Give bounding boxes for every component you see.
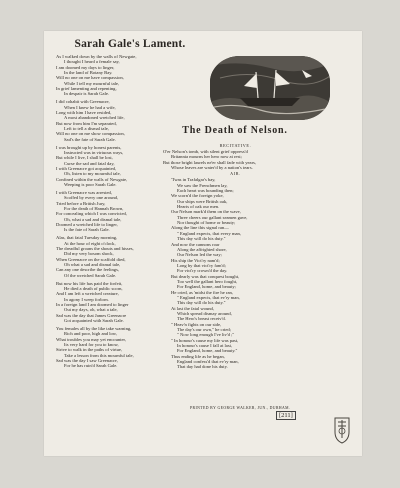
verse-line: Is the fate of Sarah Gale. xyxy=(64,227,110,233)
verse-line: Scoffed by every one around, xyxy=(64,195,119,201)
air-line: Too well the gallant hero fought, xyxy=(177,278,238,284)
verse-line: Oh what a sad and dismal tale, xyxy=(64,262,121,268)
air-line: Which spread dismay around, xyxy=(177,310,232,316)
air-line: For England, home, and beauty." xyxy=(177,348,238,354)
verse-line: In the land of Botany Bay. xyxy=(64,70,113,76)
library-crest-seal xyxy=(333,416,351,444)
air-label: AIR. xyxy=(230,171,241,177)
air-line: England confess'd that ev'ry man, xyxy=(177,359,239,365)
verse-line: I thought I heard a female say, xyxy=(64,59,120,65)
verse-line: Confined within the walls of Newgate, xyxy=(56,176,128,182)
verse-line: Can any one describe the feelings, xyxy=(56,267,120,273)
air-line: Along the affrighted shore, xyxy=(177,246,227,252)
verse-line: Sad's the fate of Sarah Gale. xyxy=(64,136,116,142)
verse-line: A most abandoned wretched life, xyxy=(64,115,125,121)
verse-line: Curse the sad and fatal day, xyxy=(64,160,115,166)
verse-line: Left to tell a dismal tale, xyxy=(64,126,109,132)
ship-in-storm-engraving xyxy=(210,56,330,120)
air-line: We saw the Frenchmen lay, xyxy=(177,182,228,188)
sheet-number: [211] xyxy=(276,411,296,420)
printer-credit: PRINTED BY GEORGE WALKER, JUN., DURHAM. xyxy=(190,406,291,410)
recitative-line: But those bright laurels ne'er shall fade with years, xyxy=(163,159,257,165)
air-line: For vict'ry crown'd the day. xyxy=(177,268,228,274)
air-line: Each heart was bounding then; xyxy=(177,188,234,194)
verse-line: For the death of Hannah Brown, xyxy=(64,206,124,212)
verse-line: Long with him I have resided, xyxy=(56,110,112,116)
air-line: Our Nelson mark'd them on the wave, xyxy=(171,209,241,215)
verse-line: As I walked down by the walls of Newgate, xyxy=(56,54,137,59)
air-line: Along the line this signal ran— xyxy=(171,225,229,231)
verse-line: Sad was the day I saw Greenacre, xyxy=(56,358,118,364)
air-line: Our Nelson led the way; xyxy=(177,252,222,258)
verse-line: Oh, what a sad and dismal tale, xyxy=(64,216,122,222)
verse-line: Did my very bosom shock, xyxy=(64,251,114,257)
verse-line: For he has ruin'd Sarah Gale. xyxy=(64,363,118,369)
air-line: " England expects, that ev'ry man, xyxy=(177,294,240,300)
verse-line: He died a death of public scorn, xyxy=(64,286,123,292)
air-line: That day had done his duty. xyxy=(177,364,228,370)
verse-line: Tried before a British Jury, xyxy=(56,200,106,206)
verse-line: Sad was the day that James Greenacre xyxy=(56,312,127,318)
air-line: The day's our own," he cried; xyxy=(177,327,231,332)
verse-line: You females all by the like take warning, xyxy=(56,326,132,332)
verse-line: In agony I weep forlorn. xyxy=(64,296,109,302)
verse-line: Of the wretched Sarah Gale. xyxy=(64,272,117,278)
air-line: Thus ending life as he began, xyxy=(171,353,225,359)
verse-line: Rich and poor, high and low, xyxy=(64,331,117,337)
recitative-line: Whose leaves are water'd by a nation's tears. xyxy=(171,165,253,171)
verse-line: I with Greenacre got acquainted, xyxy=(56,166,117,172)
air-line: " Heav'n fights on our side, xyxy=(171,321,222,327)
air-line: This day will do his duty." xyxy=(177,236,226,242)
air-line: Nor thought of home or beauty; xyxy=(177,220,236,226)
air-line: In honour's cause I fall at last, xyxy=(177,343,233,349)
air-line: His ship the Vict'ry nam'd; xyxy=(171,257,220,263)
left-song-title: Sarah Gale's Lament. xyxy=(74,38,186,50)
air-line: Our ships were British oak, xyxy=(177,198,228,204)
air-line: 'Twas in Trafalgar's bay, xyxy=(171,177,216,183)
verse-line: I was brought up by honest parents, xyxy=(56,144,122,150)
verse-line: Alas, that fatal Tuesday morning, xyxy=(56,235,118,241)
recitative-label: RECITATIVE. xyxy=(219,143,252,148)
verse-line: In despair is Sarah Gale. xyxy=(64,91,110,97)
air-line: Hearts of oak our men. xyxy=(177,204,220,210)
verse-line: But while I live, I shall be lost, xyxy=(56,155,113,161)
air-line: This day will do his duty." xyxy=(177,300,226,306)
verse-line: Oh, listen to my mournful tale, xyxy=(64,171,121,177)
verse-line: Instructed was in virtuous ways, xyxy=(64,150,124,156)
verse-line: The dreadful groans the shouts and hisses, xyxy=(56,246,134,252)
air-line: We scorn'd the foreign yoke, xyxy=(171,193,224,199)
air-line: And now the cannons roar xyxy=(171,241,220,247)
recitative-line: Britannia mourns her hero now at rest; xyxy=(171,154,242,160)
verse-line: Take a lesson from this mournful tale, xyxy=(64,352,134,358)
air-line: Long by that vict'ry fam'd; xyxy=(177,262,226,268)
verse-line: When Greenacre on the scaffold died, xyxy=(56,256,126,262)
air-line: But dearly was that conquest bought, xyxy=(171,273,240,279)
verse-line: But now from him I'm separated, xyxy=(56,120,117,126)
air-line: " Now long enough I've liv'd ;" xyxy=(177,332,235,338)
stanza xyxy=(56,54,204,97)
verse-line: At the hour of eight o'clock, xyxy=(64,240,116,246)
verse-line: Will no one on me have compassion, xyxy=(56,75,124,81)
verse-line: Will no one on me show compassion, xyxy=(56,131,125,137)
verse-line: Its very hard for you to know, xyxy=(64,342,119,348)
verse-line: I did cohabit with Greenacre, xyxy=(56,99,110,105)
air-line: Three cheers our gallant seamen gave, xyxy=(177,214,248,220)
recitative-lines xyxy=(163,149,308,170)
verse-line: And I am left a wretched creature, xyxy=(56,291,119,297)
verse-line: I am doomed my days to linger, xyxy=(56,64,115,70)
verse-line: I with Greenacre was arrested, xyxy=(56,190,112,196)
air-line: He cried, as 'midst the fire he ran, xyxy=(171,289,233,295)
verse-line: For concealing which I was convicted, xyxy=(56,211,127,217)
air-line: " England expects, that every man, xyxy=(177,230,241,236)
verse-line: In grief lamenting and repenting, xyxy=(56,86,117,92)
verse-line: Out my days, oh, what a tale, xyxy=(64,307,118,313)
verse-line: Got acquainted with Sarah Gale. xyxy=(64,318,124,324)
verse-line: Strive to walk in the paths of virtue, xyxy=(56,347,123,353)
recitative-line: O'er Nelson's tomb, with silent grief oppress'd xyxy=(163,149,248,154)
verse-line: In a foreign land I am doomed to linger xyxy=(56,302,129,308)
right-column xyxy=(163,142,308,370)
verse-line: While I tell my mournful tale, xyxy=(64,80,120,86)
air-lines xyxy=(163,177,308,369)
verse-line: What troubles you may yet encounter, xyxy=(56,336,126,342)
verse-line: Doomed a wretched life to linger, xyxy=(56,222,118,228)
air-line: " In honour's cause my life was past, xyxy=(171,337,239,343)
verse-line: Weeping is poor Sarah Gale. xyxy=(64,182,117,188)
air-line: The Hero's breast receiv'd. xyxy=(177,316,226,322)
verse-line: But now his life has paid the forfeit, xyxy=(56,280,123,286)
verse-line: When I knew he had a wife, xyxy=(64,104,116,110)
air-line: For England, home, and beauty; xyxy=(177,284,236,290)
air-line: At last the fatal wound, xyxy=(171,305,214,311)
right-song-title: The Death of Nelson. xyxy=(182,125,288,136)
